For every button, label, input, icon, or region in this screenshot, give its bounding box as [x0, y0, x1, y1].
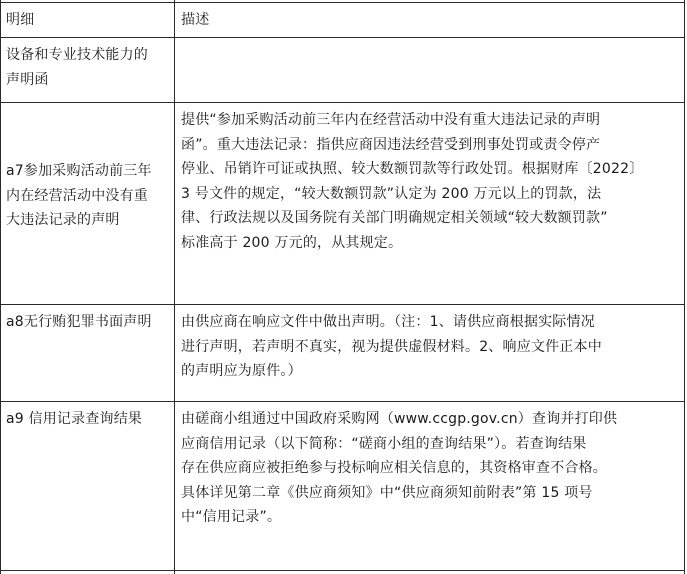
table-border-top [0, 2, 685, 3]
description-text-line: 3 号文件的规定，“较大数额罚款”认定为 200 万元以上的罚款，法 [181, 185, 602, 202]
description-text-line: 提供“参加采购活动前三年内在经营活动中没有重大违法记录的声明 [181, 112, 601, 128]
item-text-line: a8无行贿犯罪书面声明 [6, 314, 152, 330]
row-divider [0, 304, 685, 305]
table-row-description [178, 307, 686, 384]
description-text-line: 存在供应商应被拒绝参与投标响应相关信息的，其资格审查不合格。 [181, 460, 607, 476]
description-text-line: 由磋商小组通过中国政府采购网（www.ccgp.gov.cn）查询并打印供 [181, 411, 618, 427]
table-row-item [3, 40, 175, 92]
description-text-line: 函”。重大违法记录：指供应商因违法经营受到刑事处罚或责令停产 [181, 136, 601, 153]
item-text-line: 声明函 [6, 71, 49, 88]
table-row-item [3, 404, 175, 432]
header-description-label: 描述 [181, 12, 210, 28]
description-text-line: 应商信用记录（以下简称：“磋商小组的查询结果”）。若查询结果 [181, 435, 587, 452]
table-row-description [178, 105, 686, 255]
table-row-item [3, 307, 175, 335]
description-text-line: 停业、吊销许可证或执照、较大数额罚款等行政处罚。根据财库〔2022〕 [181, 161, 644, 177]
item-text-line: 大违法记录的声明 [6, 212, 120, 228]
table-border-left [0, 0, 1, 574]
header-item [3, 5, 175, 33]
description-text-line: 具体详见第二章《供应商须知》中“供应商须知前附表”第 15 项号 [181, 484, 593, 501]
row-divider [0, 102, 685, 103]
row-divider [0, 401, 685, 402]
item-text-line: 设备和专业技术能力的 [6, 47, 148, 63]
item-text-line: a9 信用记录查询结果 [6, 411, 143, 427]
row-divider [0, 570, 685, 571]
description-text-line: 中“信用记录”。 [181, 509, 282, 525]
description-text-line: 由供应商在响应文件中做出声明。（注：1、请供应商根据实际情况 [181, 314, 595, 330]
table-row-item [3, 156, 175, 233]
row-divider [0, 37, 685, 38]
description-text-line: 进行声明，若声明不真实，视为提供虚假材料。2、响应文件正本中 [181, 338, 602, 355]
header-description [178, 5, 686, 33]
description-text-line: 标准高于 200 万元的，从其规定。 [181, 234, 403, 251]
table-row-description [178, 404, 686, 530]
description-text-line: 的声明应为原件。） [181, 363, 302, 379]
item-text-line: 内在经营活动中没有重 [6, 187, 148, 204]
description-text-line: 律、行政法规以及国务院有关部门明确规定相关领域“较大数额罚款” [181, 210, 608, 226]
table-row-description [178, 40, 686, 43]
header-item-label: 明细 [6, 12, 35, 28]
item-text-line: a7参加采购活动前三年 [6, 163, 152, 179]
